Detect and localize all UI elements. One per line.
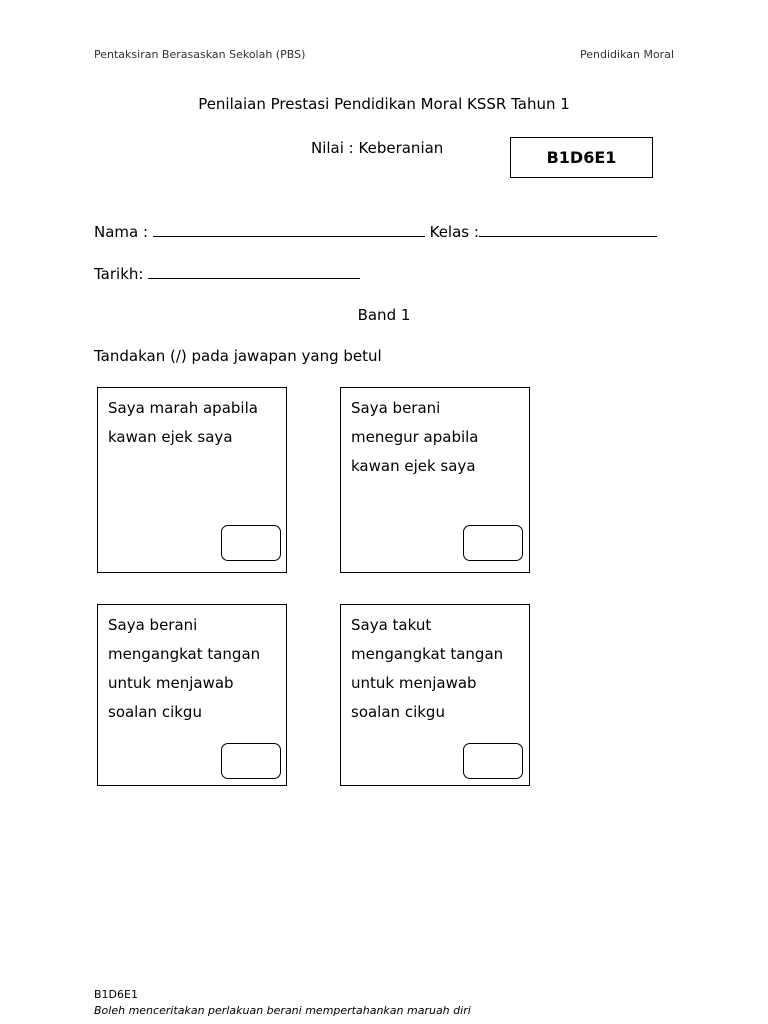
footer-description: Boleh menceritakan perlakuan berani mempertahankan maruah diri <box>94 1004 471 1017</box>
option-text: Saya takut mengangkat tangan untuk menjawab soalan cikgu <box>351 616 504 721</box>
nama-label: Nama : <box>94 223 149 241</box>
option-card-2 <box>340 387 530 573</box>
tarikh-row <box>94 264 360 283</box>
tick-box-1[interactable] <box>221 525 281 561</box>
band-label: Band 1 <box>357 306 411 324</box>
tarikh-label: Tarikh: <box>94 265 144 283</box>
header-left: Pentaksiran Berasaskan Sekolah (PBS) <box>94 48 306 61</box>
tick-box-2[interactable] <box>463 525 523 561</box>
option-text: Saya berani menegur apabila kawan ejek saya <box>351 399 479 475</box>
page-title: Penilaian Prestasi Pendidikan Moral KSSR Tahun 1 <box>198 95 570 113</box>
option-text: Saya berani mengangkat tangan untuk menjawab soalan cikgu <box>108 616 261 721</box>
tarikh-field[interactable] <box>148 264 360 279</box>
nama-kelas-row <box>94 222 657 241</box>
code-text: B1D6E1 <box>546 148 617 167</box>
nilai-label: Nilai : Keberanian <box>311 139 444 157</box>
tick-box-4[interactable] <box>463 743 523 779</box>
option-card-1 <box>97 387 287 573</box>
code-box <box>510 137 653 178</box>
option-card-4 <box>340 604 530 786</box>
instruction: Tandakan (/) pada jawapan yang betul <box>94 347 382 365</box>
option-card-3 <box>97 604 287 786</box>
nama-field[interactable] <box>153 222 425 237</box>
header-right: Pendidikan Moral <box>580 48 674 61</box>
kelas-field[interactable] <box>479 222 657 237</box>
tick-box-3[interactable] <box>221 743 281 779</box>
kelas-label: Kelas : <box>429 223 479 241</box>
footer-code: B1D6E1 <box>94 988 138 1001</box>
option-text: Saya marah apabila kawan ejek saya <box>108 399 258 446</box>
